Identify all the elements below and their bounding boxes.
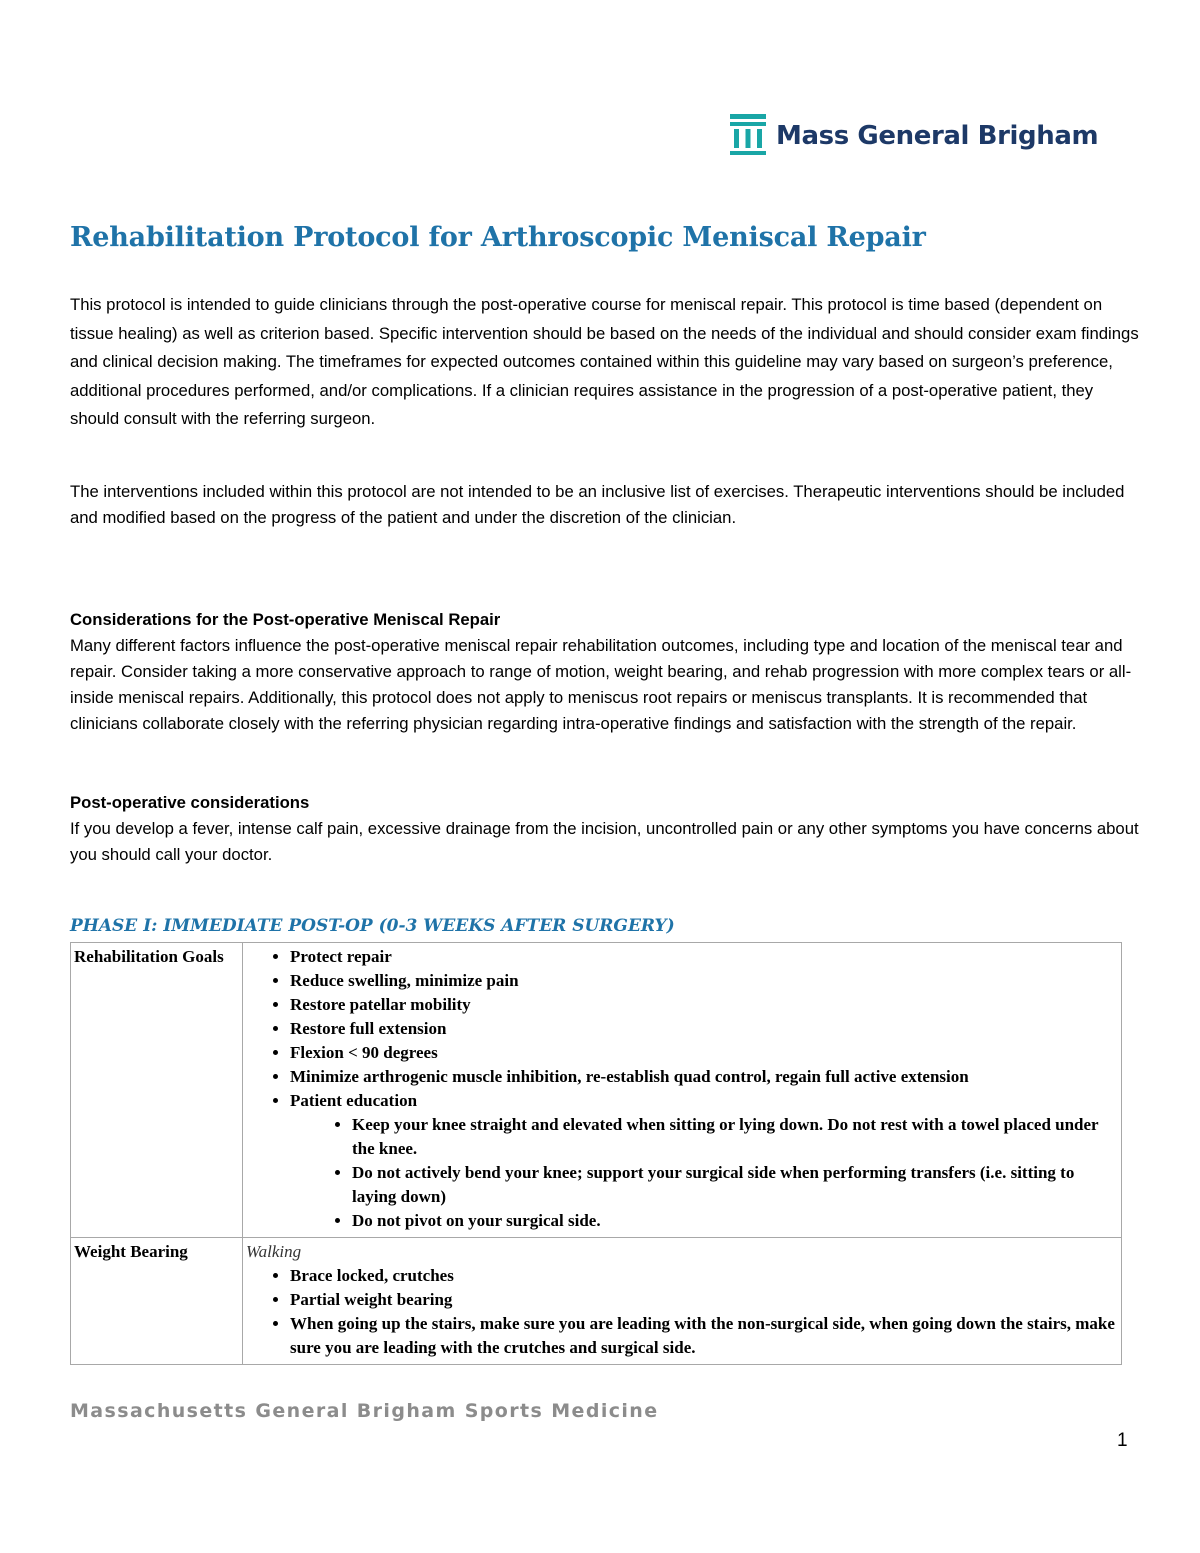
list-item: • Do not pivot on your surgical side. xyxy=(352,1209,1117,1233)
weight-bearing-list xyxy=(246,1264,1117,1360)
phase-1-table xyxy=(70,942,1122,1365)
intro-paragraph-2: The interventions included within this protocol are not intended to be an inclusive list of exercises. Therapeutic interventions should be included and modified based on the progress of the patient and under the discretion of the clinician. xyxy=(70,482,1125,527)
list-item xyxy=(290,1089,1117,1233)
weight-bearing-label: Weight Bearing xyxy=(71,1238,243,1365)
list-item: • Restore patellar mobility xyxy=(290,993,1117,1017)
patient-education-label: Patient education xyxy=(290,1091,418,1110)
footer-text: Massachusetts General Brigham Sports Medicine xyxy=(70,1400,659,1422)
building-columns-icon xyxy=(728,112,768,160)
considerations-heading: Considerations for the Post-operative Meniscal Repair xyxy=(70,610,501,629)
list-item: • Flexion < 90 degrees xyxy=(290,1041,1117,1065)
logo xyxy=(728,112,1098,160)
goals-list xyxy=(246,945,1117,1233)
education-list xyxy=(290,1113,1117,1233)
table-row xyxy=(71,943,1122,1238)
goals-cell xyxy=(243,943,1122,1238)
postop-heading: Post-operative considerations xyxy=(70,793,310,812)
list-item: • Brace locked, crutches xyxy=(290,1264,1117,1288)
list-item: • Protect repair xyxy=(290,945,1117,969)
logo-text: Mass General Brigham xyxy=(776,121,1099,151)
list-item: • Minimize arthrogenic muscle inhibition, re-establish quad control, regain full active extension xyxy=(290,1065,1117,1089)
list-item: • When going up the stairs, make sure you are leading with the non-surgical side, when going down the stairs, make sure you are leading with the crutches and surgical side. xyxy=(290,1312,1117,1360)
goals-label: Rehabilitation Goals xyxy=(71,943,243,1238)
page-title: Rehabilitation Protocol for Arthroscopic Meniscal Repair xyxy=(70,222,926,253)
list-item: • Keep your knee straight and elevated when sitting or lying down. Do not rest with a towel placed under the knee. xyxy=(352,1113,1117,1161)
postop-text: If you develop a fever, intense calf pain, excessive drainage from the incision, uncontrolled pain or any other symptoms you have concerns about you should call your doctor. xyxy=(70,819,1139,864)
walking-subheading: Walking xyxy=(246,1242,302,1261)
table-row xyxy=(71,1238,1122,1365)
list-item: • Partial weight bearing xyxy=(290,1288,1117,1312)
list-item: • Do not actively bend your knee; support your surgical side when performing transfers (i.e. sitting to laying down) xyxy=(352,1161,1117,1209)
list-item: • Restore full extension xyxy=(290,1017,1117,1041)
list-item: • Reduce swelling, minimize pain xyxy=(290,969,1117,993)
phase-1-title: PHASE I: IMMEDIATE POST-OP (0-3 WEEKS AFTER SURGERY) xyxy=(70,916,675,936)
intro-paragraph-1: This protocol is intended to guide clinicians through the post-operative course for meniscal repair. This protocol is time based (dependent on tissue healing) as well as criterion based. Specific intervention should be based on the needs of the individual and should consider exam findings and clinical decision making. The timeframes for expected outcomes contained within this guideline may vary based on surgeon’s preference, additional procedures performed, and/or complications. If a clinician requires assistance in the progression of a post-operative patient, they should consult with the referring surgeon. xyxy=(70,295,1139,428)
weight-bearing-cell xyxy=(243,1238,1122,1365)
considerations-text: Many different factors influence the post-operative meniscal repair rehabilitation outcomes, including type and location of the meniscal tear and repair. Consider taking a more conservative approach to range of motion, weight bearing, and rehab progression with more complex tears or all-inside meniscal repairs. Additionally, this protocol does not apply to meniscus root repairs or meniscus transplants. It is recommended that clinicians collaborate closely with the referring physician regarding intra-operative findings and satisfaction with the strength of the repair. xyxy=(70,636,1132,733)
page-number: 1 xyxy=(1117,1430,1128,1451)
